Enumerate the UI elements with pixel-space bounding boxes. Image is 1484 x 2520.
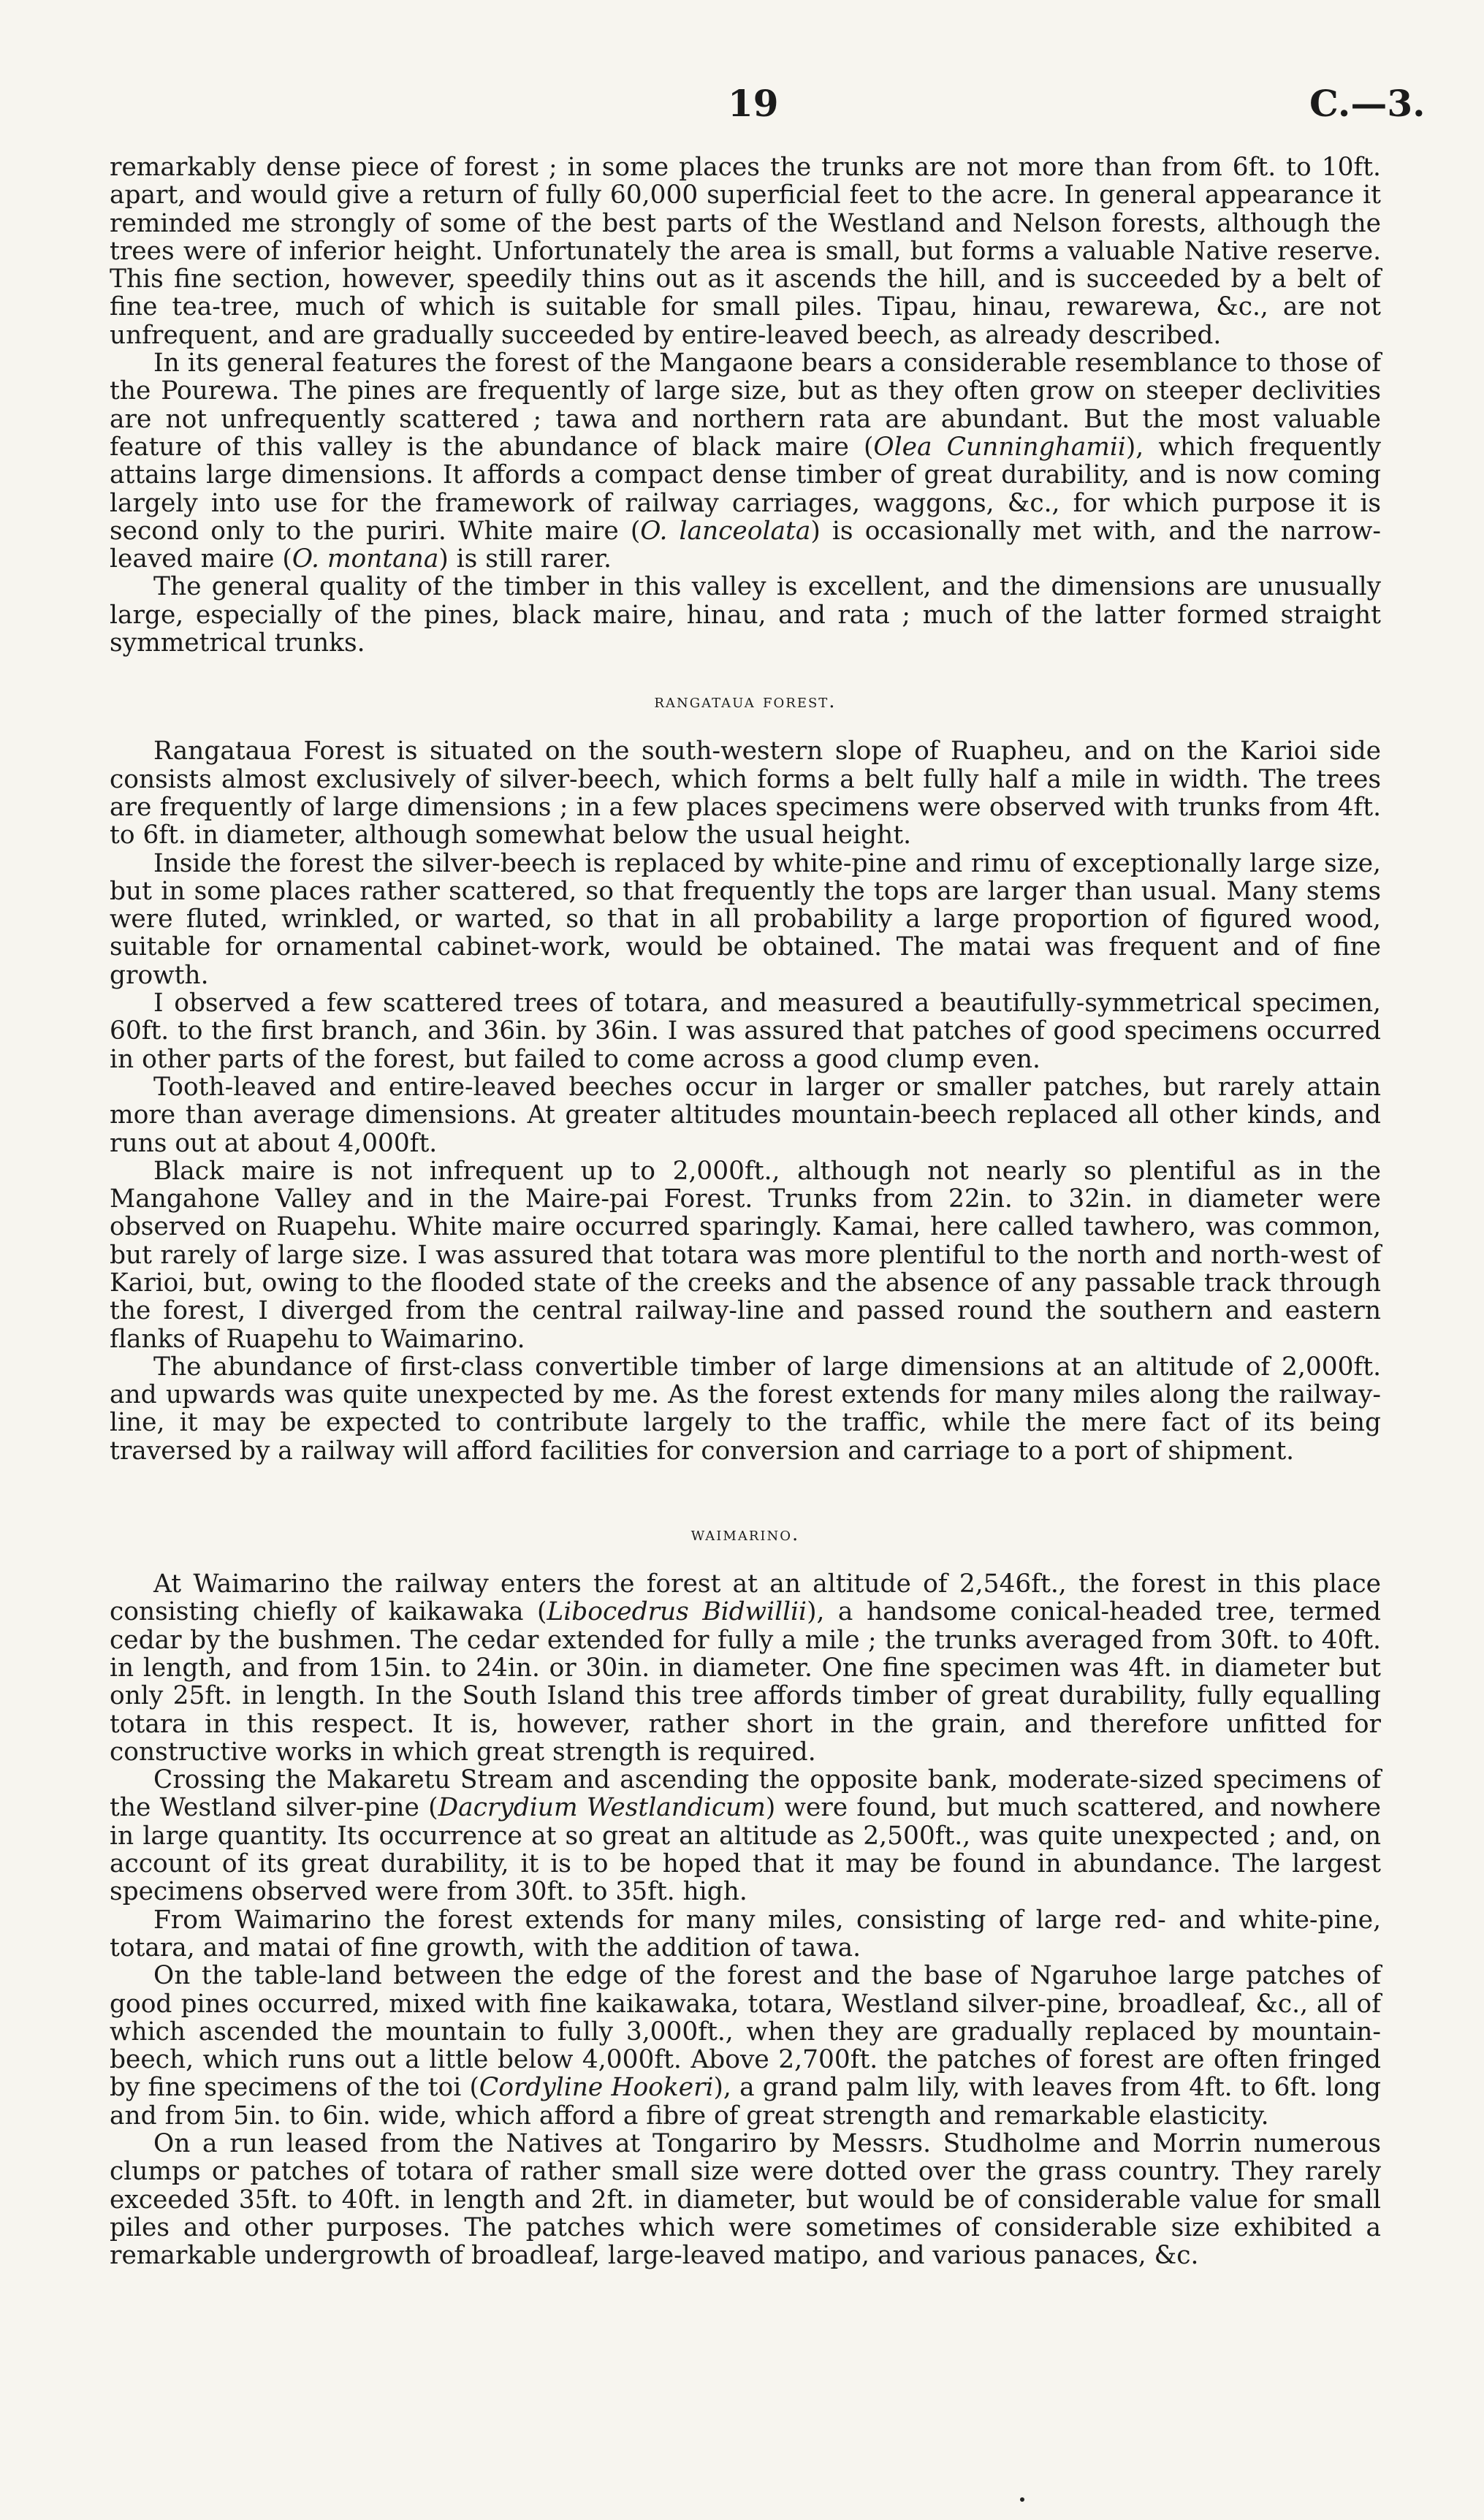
paragraph: Rangataua Forest is situated on the south-western slope of Ruapheu, and on the Karioi side consists almost exclusively of silver-beech, which forms a belt fully half a mile in width. The trees are frequently of large dimensions ; in a few places specimens were observed with trunks from 4ft. to 6ft. in diameter, although somewhat below the usual height.: [110, 736, 1381, 850]
paragraph: The general quality of the timber in this valley is excellent, and the dimensions are unusually large, especially of the pines, black maire, hinau, and rata ; much of the latter formed straight symmetrical trunks.: [110, 572, 1381, 658]
paragraph: From Waimarino the forest extends for many miles, consisting of large red- and white-pine, totara, and matai of fine growth, with the addition of tawa.: [110, 1905, 1381, 1963]
paragraph: Tooth-leaved and entire-leaved beeches occur in larger or smaller patches, but rarely attain more than average dimensions. At greater altitudes mountain-beech replaced all other kinds, and runs out at about 4,000ft.: [110, 1072, 1381, 1158]
paragraph: Inside the forest the silver-beech is replaced by white-pine and rimu of exceptionally large size, but in some places rather scattered, so that frequently the tops are larger than usual. Many stems were fluted, wrinkled, or warted, so that in all probability a large proportion of figured wood, suitable for ornamental cabinet-work, would be obtained. The matai was frequent and of fine growth.: [110, 848, 1381, 990]
section-heading-waimarino: waimarino.: [690, 1523, 800, 1546]
paragraph: Black maire is not infrequent up to 2,000ft., although not nearly so plentiful as in the Mangahone Valley and in the Maire-pai Forest. Trunks from 22in. to 32in. in diameter were observed on Ruapehu. White maire occurred sparingly. Kamai, here called tawhero, was common, but rarely of large size. I was assured that totara was more plentiful to the north and north-west of Karioi, but, owing to the flooded state of the creeks and the absence of any passable track through the forest, I diverged from the central railway-line and passed round the southern and eastern flanks of Ruapehu to Waimarino.: [110, 1156, 1381, 1354]
document-code: C.—3.: [1309, 82, 1426, 125]
body-text: [110, 153, 1381, 2269]
paragraph: I observed a few scattered trees of totara, and measured a beautifully-symmetrical specimen, 60ft. to the first branch, and 36in. by 36in. I was assured that patches of good specimens occurred in other parts of the forest, but failed to come across a good clump even.: [110, 989, 1381, 1074]
section-heading-rangataua: rangataua forest.: [654, 690, 837, 713]
paragraph: The abundance of first-class convertible timber of large dimensions at an altitude of 2,000ft. and upwards was quite unexpected by me. As the forest extends for many miles along the railway-line, it may be expected to contribute largely to the traffic, while the mere fact of its being traversed by a railway will afford facilities for conversion and carriage to a port of shipment.: [110, 1352, 1381, 1466]
page-number: 19: [728, 82, 779, 125]
paragraph: In its general features the forest of the Mangaone bears a considerable resemblance to those of the Pourewa. The pines are frequently of large size, but as they often grow on steeper declivities are not unfrequently scattered ; tawa and northern rata are abundant. But the most valuable feature of this valley is the abundance of black maire (Olea Cunninghamii), which frequently attains large dimensions. It affords a compact dense timber of great durability, and is now coming largely into use for the framework of railway carriages, waggons, &c., for which purpose it is second only to the puriri. White maire (O. lanceolata) is occasionally met with, and the narrow-leaved maire (O. montana) is still rarer.: [110, 349, 1381, 574]
paragraph: remarkably dense piece of forest ; in some places the trunks are not more than from 6ft. to 10ft. apart, and would give a return of fully 60,000 superficial feet to the acre. In general appearance it reminded me strongly of some of the best parts of the Westland and Nelson forests, although the trees were of inferior height. Unfortunately the area is small, but forms a valuable Native reserve. This fine section, however, speedily thins out as it ascends the hill, and is succeeded by a belt of fine tea-tree, much of which is suitable for small piles. Tipau, hinau, rewarewa, &c., are not unfrequent, and are gradually succeeded by entire-leaved beech, as already described.: [110, 153, 1381, 350]
paragraph: On a run leased from the Natives at Tongariro by Messrs. Studholme and Morrin numerous clumps or patches of totara of rather small size were dotted over the grass country. They rarely exceeded 35ft. to 40ft. in length and 2ft. in diameter, but would be of considerable value for small piles and other purposes. The patches which were sometimes of considerable size exhibited a remarkable undergrowth of broadleaf, large-leaved matipo, and various panaces, &c.: [110, 2129, 1381, 2271]
paragraph: On the table-land between the edge of the forest and the base of Ngaruhoe large patches of good pines occurred, mixed with fine kaikawaka, totara, Westland silver-pine, broadleaf, &c., all of which ascended the mountain to fully 3,000ft., when they are gradually replaced by mountain-beech, which runs out a little below 4,000ft. Above 2,700ft. the patches of forest are often fringed by fine specimens of the toi (Cordyline Hookeri), a grand palm lily, with leaves from 4ft. to 6ft. long and from 5in. to 6in. wide, which afford a fibre of great strength and remarkable elasticity.: [110, 1961, 1381, 2131]
paragraph: Crossing the Makaretu Stream and ascending the opposite bank, moderate-sized specimens of the Westland silver-pine (Dacrydium Westlandicum) were found, but much scattered, and nowhere in large quantity. Its occurrence at so great an altitude as 2,500ft., was quite unexpected ; and, on account of its great durability, it is to be hoped that it may be found in abundance. The largest specimens observed were from 30ft. to 35ft. high.: [110, 1765, 1381, 1907]
print-speck: [1020, 2497, 1024, 2502]
page-header: [0, 82, 1484, 133]
paragraph: At Waimarino the railway enters the forest at an altitude of 2,546ft., the forest in this place consisting chiefly of kaikawaka (Libocedrus Bidwillii), a handsome conical-headed tree, termed cedar by the bushmen. The cedar extended for fully a mile ; the trunks averaged from 30ft. to 40ft. in length, and from 15in. to 24in. or 30in. in diameter. One fine specimen was 4ft. in diameter but only 25ft. in length. In the South Island this tree affords timber of great durability, fully equalling totara in this respect. It is, however, rather short in the grain, and therefore unfitted for constructive works in which great strength is required.: [110, 1569, 1381, 1767]
